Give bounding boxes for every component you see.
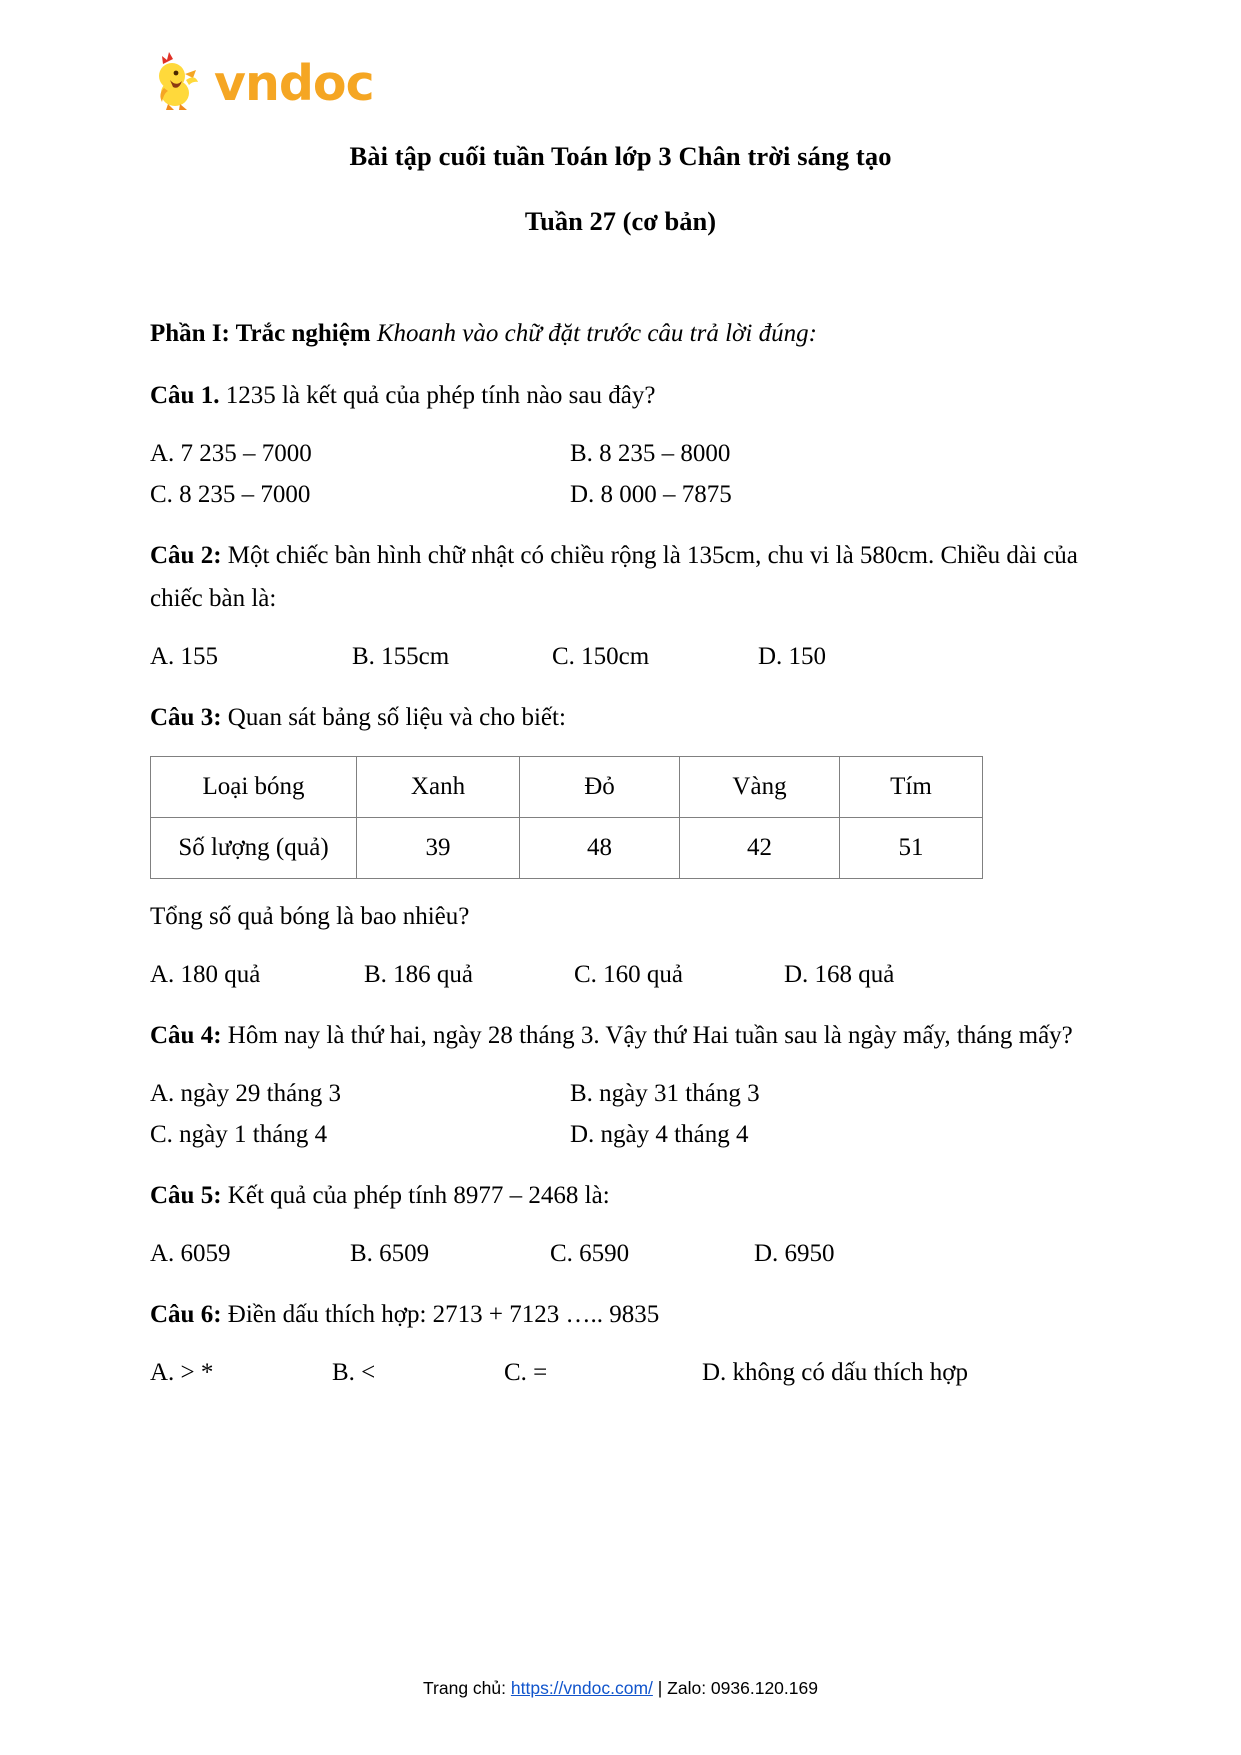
table-header-cell: Tím [840,757,983,818]
option-d[interactable]: D. 168 quả [784,961,895,989]
vndoc-logo[interactable] [152,50,374,112]
option-row [150,475,1091,516]
option-b[interactable]: B. 186 quả [364,961,474,989]
option-c[interactable]: C. 150cm [552,643,650,671]
option-row [150,637,1091,678]
question-6-text: Điền dấu thích hợp: 2713 + 7123 ….. 9835 [227,1301,660,1329]
option-a[interactable]: A. > * [150,1359,214,1387]
question-2-number: Câu 2: [150,542,222,570]
option-b[interactable]: B. < [332,1359,376,1387]
footer-prefix: Trang chủ: [423,1678,511,1698]
table-cell-value: 51 [840,818,983,879]
question-4-text: Hôm nay là thứ hai, ngày 28 tháng 3. Vậy thứ Hai tuần sau là ngày mấy, tháng mấy? [227,1022,1073,1050]
option-d[interactable]: D. 8 000 – 7875 [570,481,732,509]
part-label: Phần I: Trắc nghiệm [150,320,371,348]
option-row [150,1234,1091,1275]
option-c[interactable]: C. ngày 1 tháng 4 [150,1121,328,1149]
question-3-followup: Tổng số quả bóng là bao nhiêu? [150,903,470,931]
question-5-text: Kết quả của phép tính 8977 – 2468 là: [227,1182,610,1210]
chick-mascot-icon [152,50,208,112]
table-header-cell: Đỏ [520,757,680,818]
question-1-number: Câu 1. [150,382,220,410]
question-4 [150,1014,1091,1057]
homepage-link[interactable]: https://vndoc.com/ [510,1678,653,1698]
option-b[interactable]: B. 6509 [350,1240,430,1268]
question-6-number: Câu 6: [150,1301,222,1329]
question-5 [150,1174,1091,1217]
table-row-header [151,757,983,818]
option-b[interactable]: B. 155cm [352,643,450,671]
option-a[interactable]: A. 155 [150,643,219,671]
table-row [151,818,983,879]
question-3-text: Quan sát bảng số liệu và cho biết: [227,704,566,732]
logo-wordmark: vndoc [214,54,374,112]
table-cell-value: 48 [520,818,680,879]
option-a[interactable]: A. 6059 [150,1240,231,1268]
question-6-options [150,1353,1091,1394]
table-header-cell: Vàng [680,757,840,818]
option-c[interactable]: C. 160 quả [574,961,684,989]
page-title: Bài tập cuối tuần Toán lớp 3 Chân trời sáng tạo [349,141,892,171]
question-3-number: Câu 3: [150,704,222,732]
question-1 [150,374,1091,417]
option-b[interactable]: B. ngày 31 tháng 3 [570,1080,760,1108]
table-cell-value: 42 [680,818,840,879]
option-d[interactable]: D. ngày 4 tháng 4 [570,1121,749,1149]
part-heading [150,312,1091,355]
option-row [150,1115,1091,1156]
option-row [150,1074,1091,1115]
part-instruction: Khoanh vào chữ đặt trước câu trả lời đúng: [376,320,817,348]
option-a[interactable]: A. ngày 29 tháng 3 [150,1080,341,1108]
question-2-options [150,637,1091,678]
page-footer [0,1678,1241,1699]
table-header-cell: Loại bóng [151,757,357,818]
option-b[interactable]: B. 8 235 – 8000 [570,440,731,468]
option-c[interactable]: C. 8 235 – 7000 [150,481,311,509]
question-4-options [150,1074,1091,1156]
brand-header [152,38,1091,124]
option-a[interactable]: A. 180 quả [150,961,261,989]
option-d[interactable]: D. không có dấu thích hợp [702,1359,968,1387]
option-d[interactable]: D. 6950 [754,1240,835,1268]
option-row [150,434,1091,475]
table-cell-value: 39 [357,818,520,879]
option-a[interactable]: A. 7 235 – 7000 [150,440,312,468]
option-c[interactable]: C. = [504,1359,548,1387]
question-2 [150,534,1091,620]
question-5-number: Câu 5: [150,1182,222,1210]
question-2-text: Một chiếc bàn hình chữ nhật có chiều rộng là 135cm, chu vi là 580cm. Chiều dài của chiếc bàn là: [150,542,1078,613]
option-row [150,1353,1091,1394]
question-3-options [150,955,1091,996]
ball-count-table [150,756,983,879]
question-4-number: Câu 4: [150,1022,222,1050]
question-5-options [150,1234,1091,1275]
table-cell-label: Số lượng (quả) [151,818,357,879]
option-d[interactable]: D. 150 [758,643,827,671]
option-row [150,955,1091,996]
spacer [150,238,1091,312]
option-c[interactable]: C. 6590 [550,1240,630,1268]
table-header-cell: Xanh [357,757,520,818]
question-3 [150,696,1091,739]
question-1-text: 1235 là kết quả của phép tính nào sau đây? [225,382,656,410]
question-6 [150,1293,1091,1336]
footer-suffix: | Zalo: 0936.120.169 [652,1678,818,1698]
page-subtitle: Tuần 27 (cơ bản) [524,206,717,237]
question-1-options [150,434,1091,516]
